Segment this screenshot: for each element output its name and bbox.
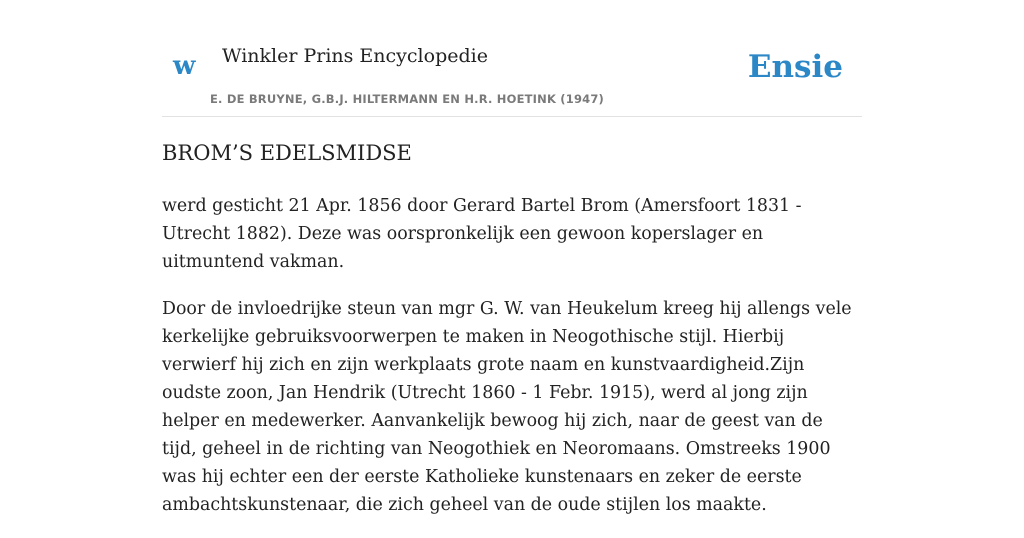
winkler-prins-logo[interactable]: w xyxy=(173,51,196,81)
header xyxy=(162,0,862,117)
paragraph: Door de invloedrijke steun van mgr G. W. van Heukelum kreeg hij allengs vele kerkelijke gebruiksvoorwerpen te maken in Neogothische stijl. Hierbij verwierf hij zich en zijn werkplaats grote naam en kunstvaardigheid.Zijn oudste zoon, Jan Hendrik (Utrecht 1860 - 1 Febr. 1915), werd al jong zijn helper en medewerker. Aanvankelijk bewoog hij zich, naar de geest van de tijd, geheel in de richting van Neogothiek en Neoromaans. Omstreeks 1900 was hij echter een der eerste Katholieke kunstenaars en zeker de eerste ambachtskunstenaar, die zich geheel van de oude stijlen los maakte. xyxy=(162,299,852,515)
ensie-logo[interactable]: Ensie xyxy=(747,49,843,85)
entry-body xyxy=(162,192,862,538)
entry-title: BROM’S EDELSMIDSE xyxy=(162,141,412,165)
paragraph: werd gesticht 21 Apr. 1856 door Gerard Bartel Brom (Amersfoort 1831 - Utrecht 1882). Deze was oorspronkelijk een gewoon koperslager en uitmuntend vakman. xyxy=(162,196,802,272)
authors-line: E. DE BRUYNE, G.B.J. HILTERMANN EN H.R. HOETINK (1947) xyxy=(210,92,605,106)
document-page xyxy=(162,0,862,515)
source-title[interactable]: Winkler Prins Encyclopedie xyxy=(222,45,488,67)
